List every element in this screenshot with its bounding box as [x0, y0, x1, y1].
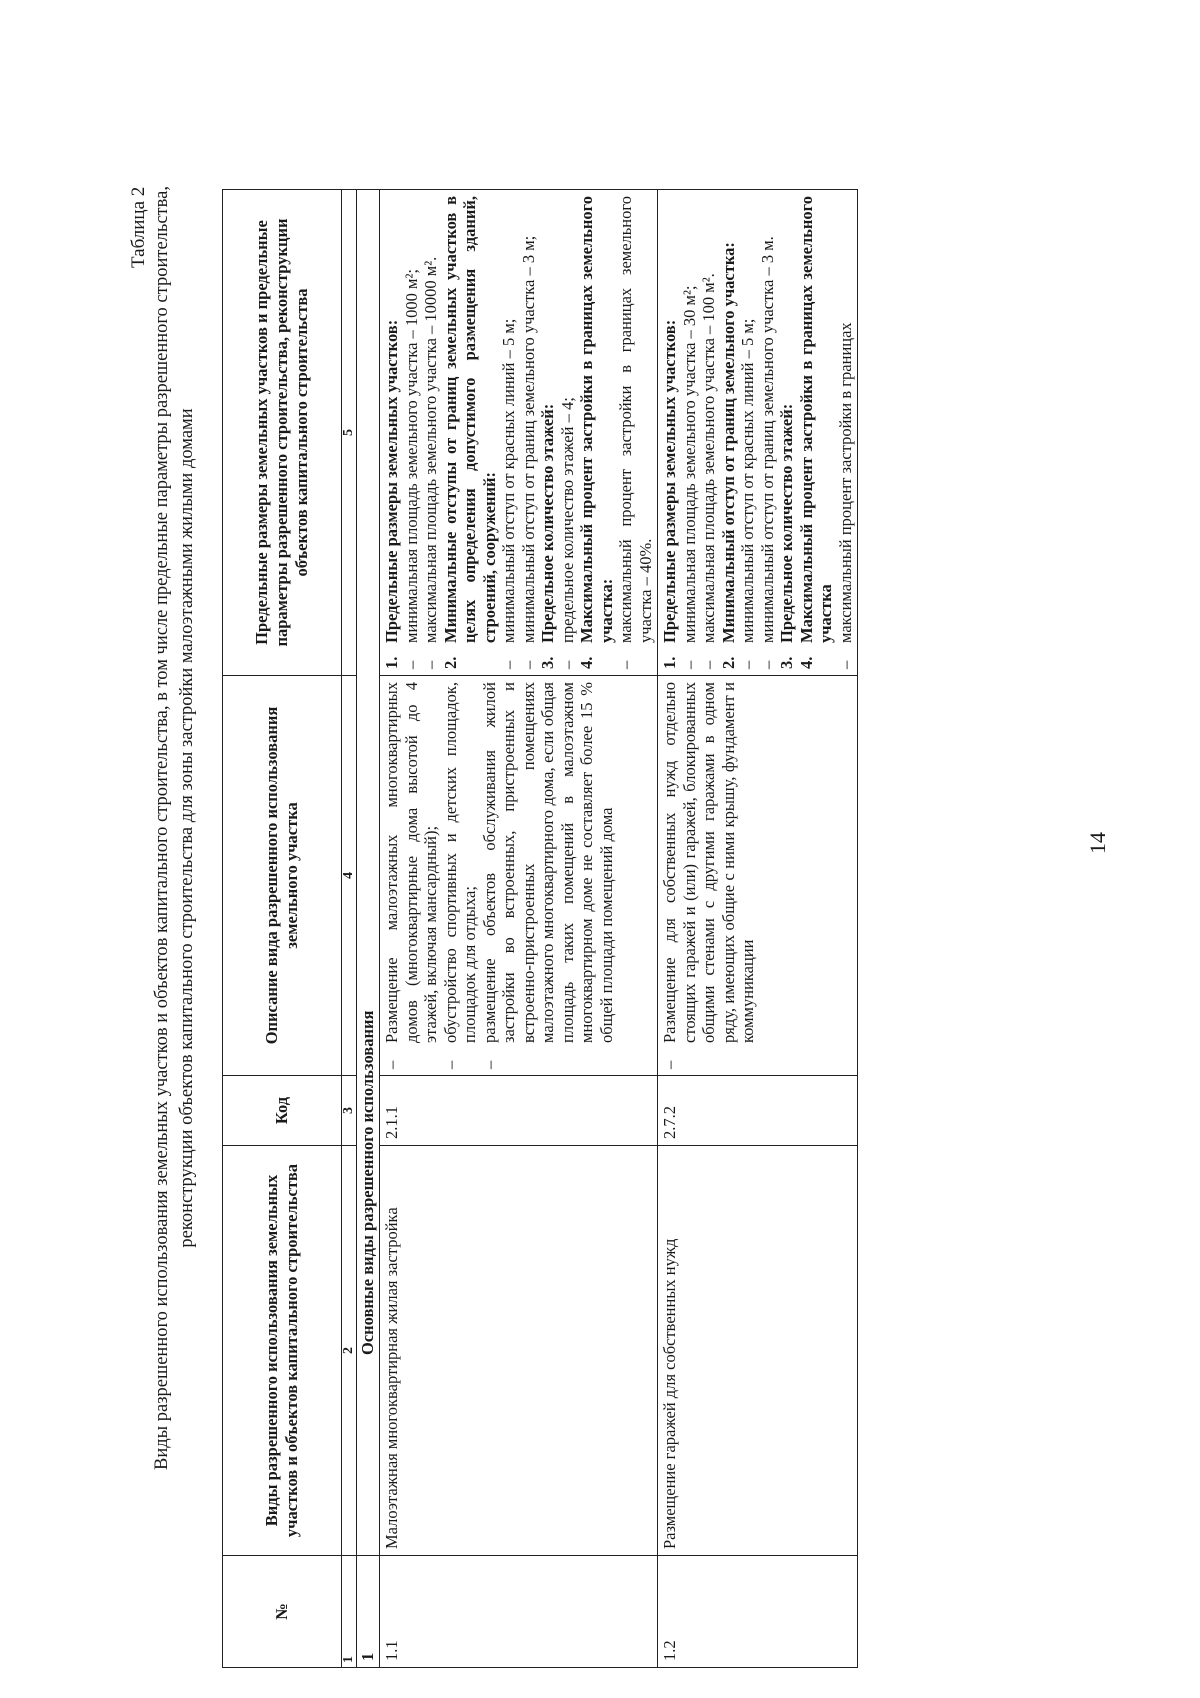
row-parameters: [658, 190, 858, 676]
parameter-group: [382, 196, 441, 669]
parameter-group: [577, 196, 655, 669]
description-item: – Размещение малоэтажных многоквартирных домов (многоквартирные дома высотой до 4 этажей, включая мансардный);: [382, 682, 441, 1069]
description-item: – обустройство спортивных и детских площадок, площадок для отдыха;: [441, 682, 480, 1069]
row-kind: Малоэтажная многоквартирная жилая застройка: [380, 1146, 658, 1556]
parameter-group: [797, 196, 856, 669]
parameter-group: [660, 196, 719, 669]
column-number: 3: [342, 1076, 357, 1146]
row-code: 2.1.1: [380, 1076, 658, 1146]
parameter-title: Максимальный процент застройки в границах земельного участка: [796, 196, 835, 643]
parameter-item: – минимальная площадь земельного участка – 30 м²;: [680, 196, 700, 669]
section-number: 1: [357, 1556, 380, 1668]
parameter-title: Предельные размеры земельных участков:: [382, 319, 401, 643]
parameter-item: – максимальный процент застройки в границах земельного участка – 40%.: [616, 196, 655, 669]
header-number: №: [223, 1556, 342, 1668]
header-description: Описание вида разрешенного использования земельного участка: [223, 676, 342, 1076]
regulations-table: [222, 189, 858, 1668]
parameter-item: – минимальный отступ от красных линий – 5 м;: [738, 196, 758, 669]
column-number: 2: [342, 1146, 357, 1556]
parameter-title: Минимальный отступ от границ земельного участка:: [718, 242, 738, 643]
parameter-title: Максимальный процент застройки в границах земельного участка:: [577, 196, 616, 643]
column-number: 1: [342, 1556, 357, 1668]
parameter-group: [777, 196, 797, 669]
parameter-group: [719, 196, 778, 669]
header-row: [223, 190, 342, 1668]
parameter-item: – минимальная площадь земельного участка – 1000 м²;: [402, 196, 422, 669]
table-label: Таблица 2: [128, 186, 149, 268]
parameter-title: Минимальные отступы от границ земельных участков в целях определения допустимого размещения зданий, строений, сооружений:: [440, 196, 499, 643]
column-number-row: [342, 190, 357, 1668]
row-code: 2.7.2: [658, 1076, 858, 1146]
page-number: 14: [1085, 832, 1110, 854]
column-number: 5: [342, 190, 357, 676]
parameter-title: Предельные размеры земельных участков:: [660, 319, 679, 643]
parameter-item: – минимальный отступ от красных линий – 5 м;: [499, 196, 519, 669]
row-description: [658, 676, 858, 1076]
parameter-title: Предельное количество этажей:: [777, 403, 796, 643]
parameter-group: [538, 196, 577, 669]
table-title: Виды разрешенного использования земельных участков и объектов капитального строительства, в том числе предельные параметры разрешенного строительства, реконструкции объектов капитального строительства для зоны застройки малоэтажными жилыми домами: [152, 186, 197, 1470]
row-kind: Размещение гаражей для собственных нужд: [658, 1146, 858, 1556]
parameter-item: – минимальный отступ от границ земельного участка – 3 м;: [519, 196, 539, 669]
description-item: – Размещение для собственных нужд отдельно стоящих гаражей и (или) гаражей, блокированных общими стенами с другими гаражами в одном ряду, имеющих общие с ними крышу, фундамент и коммуникации: [660, 682, 758, 1069]
row-parameters: [380, 190, 658, 676]
parameter-item: – минимальный отступ от границ земельного участка – 3 м.: [758, 196, 778, 669]
table-row: [658, 190, 858, 1668]
column-number: 4: [342, 676, 357, 1076]
header-parameters: Предельные размеры земельных участков и предельные параметры разрешенного строительства, реконструкции объектов капитального строительства: [223, 190, 342, 676]
section-row: [357, 190, 380, 1668]
row-number: 1.1: [380, 1556, 658, 1668]
table-row: [380, 190, 658, 1668]
parameter-item: – максимальная площадь земельного участка – 10000 м².: [421, 196, 441, 669]
header-code: Код: [223, 1076, 342, 1146]
row-number: 1.2: [658, 1556, 858, 1668]
parameter-item: – предельное количество этажей – 4;: [558, 196, 578, 669]
section-title: Основные виды разрешенного использования: [357, 190, 380, 1556]
parameter-item: – максимальная площадь земельного участка – 100 м².: [699, 196, 719, 669]
header-kind: Виды разрешенного использования земельных участков и объектов капитального строительства: [223, 1146, 342, 1556]
parameter-group: [441, 196, 539, 669]
parameter-title: Предельное количество этажей:: [538, 403, 557, 643]
description-item: – размещение объектов обслуживания жилой застройки во встроенных, пристроенных и встроенно-пристроенных помещениях малоэтажного многоквартирного дома, если общая площадь таких помещений в малоэтажном многоквартирном доме не составляет более 15 % общей площади помещений дома: [480, 682, 617, 1069]
row-description: [380, 676, 658, 1076]
parameter-item: – максимальный процент застройки в границах: [836, 196, 856, 669]
